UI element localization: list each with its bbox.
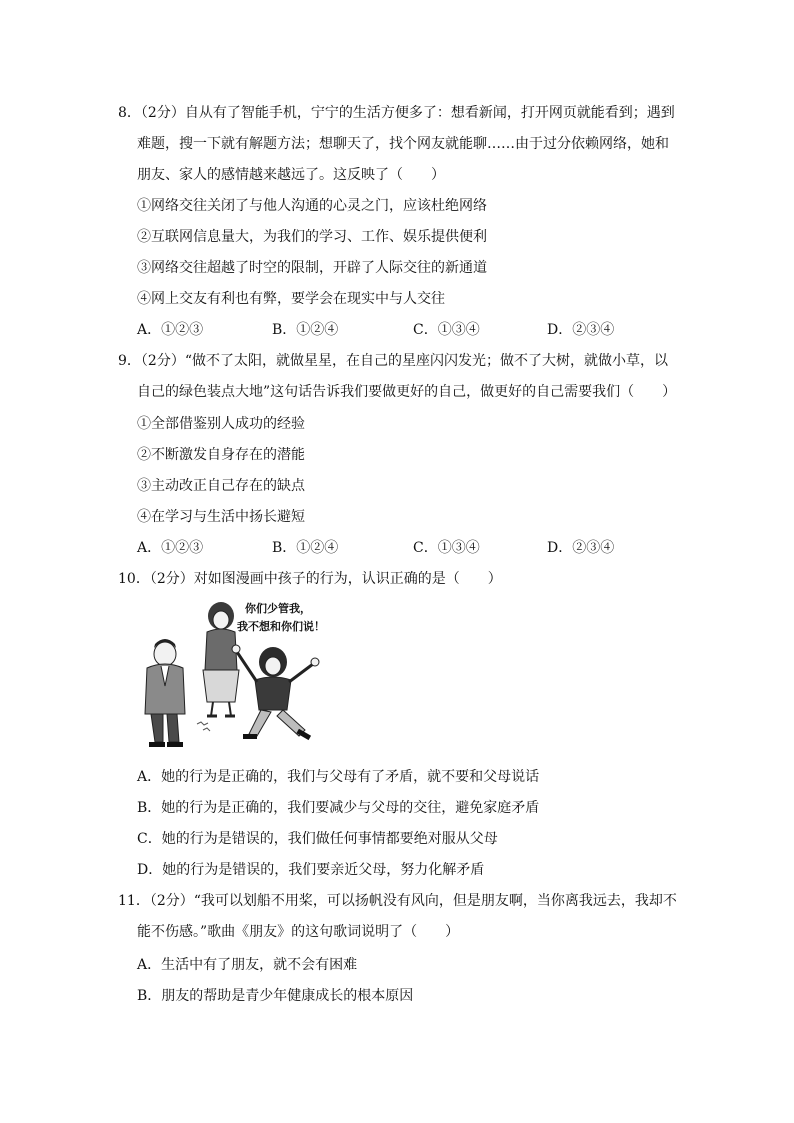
q9-choice-b[interactable]: B．①②④ <box>272 540 339 556</box>
q8-stem-line-1: 8．（2分）自从有了智能手机，宁宁的生活方便多了：想看新闻，打开网页就能看到；遇到 <box>118 105 675 121</box>
q8-stem-line-3: 朋友、家人的感情越来越远了。这反映了（ ） <box>137 167 445 183</box>
q11-stem-line-2: 能不伤感。”歌曲《朋友》的这句歌词说明了（ ） <box>137 924 460 940</box>
q9-item-4: ④在学习与生活中扬长避短 <box>137 509 305 525</box>
mother-figure <box>203 602 239 716</box>
q8-choice-a[interactable]: A．①②③ <box>137 322 204 338</box>
q10-choice-c[interactable]: C．她的行为是错误的，我们做任何事情都要绝对服从父母 <box>137 831 498 847</box>
cartoon-image <box>137 596 377 748</box>
q9-stem-line-2: 自己的绿色装点大地”这句话告诉我们要做更好的自己，做更好的自己需要我们（ ） <box>137 384 677 400</box>
q9-item-3: ③主动改正自己存在的缺点 <box>137 478 305 494</box>
q10-stem: 10．（2分）对如图漫画中孩子的行为，认识正确的是（ ） <box>118 571 502 587</box>
q9-choices <box>137 538 657 558</box>
speech-line-2: 我不想和你们说！ <box>237 620 325 633</box>
q9-item-1: ①全部借鉴别人成功的经验 <box>137 416 305 432</box>
q8-choices <box>137 320 657 340</box>
q9-choice-c[interactable]: C．①③④ <box>413 540 480 556</box>
q11-stem-line-1: 11．（2分）“我可以划船不用桨，可以扬帆没有风向，但是朋友啊，当你离我远去，我却不 <box>118 893 677 909</box>
q8-item-2: ②互联网信息量大，为我们的学习、工作、娱乐提供便利 <box>137 229 487 245</box>
q8-item-4: ④网上交友有利也有弊，要学会在现实中与人交往 <box>137 291 445 307</box>
q8-stem-line-2: 难题，搜一下就有解题方法；想聊天了，找个网友就能聊……由于过分依赖网络，她和 <box>137 136 669 152</box>
q8-choice-c[interactable]: C．①③④ <box>413 322 480 338</box>
father-figure <box>145 639 185 747</box>
q8-choice-b[interactable]: B．①②④ <box>272 322 339 338</box>
speech-line-1: 你们少管我， <box>245 602 311 615</box>
q9-item-2: ②不断激发自身存在的潜能 <box>137 447 305 463</box>
q8-choice-d[interactable]: D．②③④ <box>547 322 615 338</box>
q8-item-1: ①网络交往关闭了与他人沟通的心灵之门，应该杜绝网络 <box>137 198 487 214</box>
q9-stem-line-1: 9．（2分）“做不了太阳，就做星星，在自己的星座闪闪发光；做不了大树，就做小草，以 <box>118 353 668 369</box>
q10-choice-d[interactable]: D．她的行为是错误的，我们要亲近父母，努力化解矛盾 <box>137 862 485 878</box>
q10-choice-a[interactable]: A．她的行为是正确的，我们与父母有了矛盾，就不要和父母说话 <box>137 769 540 785</box>
q11-choice-b[interactable]: B．朋友的帮助是青少年健康成长的根本原因 <box>137 988 414 1004</box>
q11-choice-a[interactable]: A．生活中有了朋友，就不会有困难 <box>137 957 358 973</box>
q10-choice-b[interactable]: B．她的行为是正确的，我们要减少与父母的交往，避免家庭矛盾 <box>137 800 540 816</box>
q9-choice-d[interactable]: D．②③④ <box>547 540 615 556</box>
q9-choice-a[interactable]: A．①②③ <box>137 540 204 556</box>
q8-item-3: ③网络交往超越了时空的限制，开辟了人际交往的新通道 <box>137 260 487 276</box>
girl-figure <box>232 645 319 740</box>
